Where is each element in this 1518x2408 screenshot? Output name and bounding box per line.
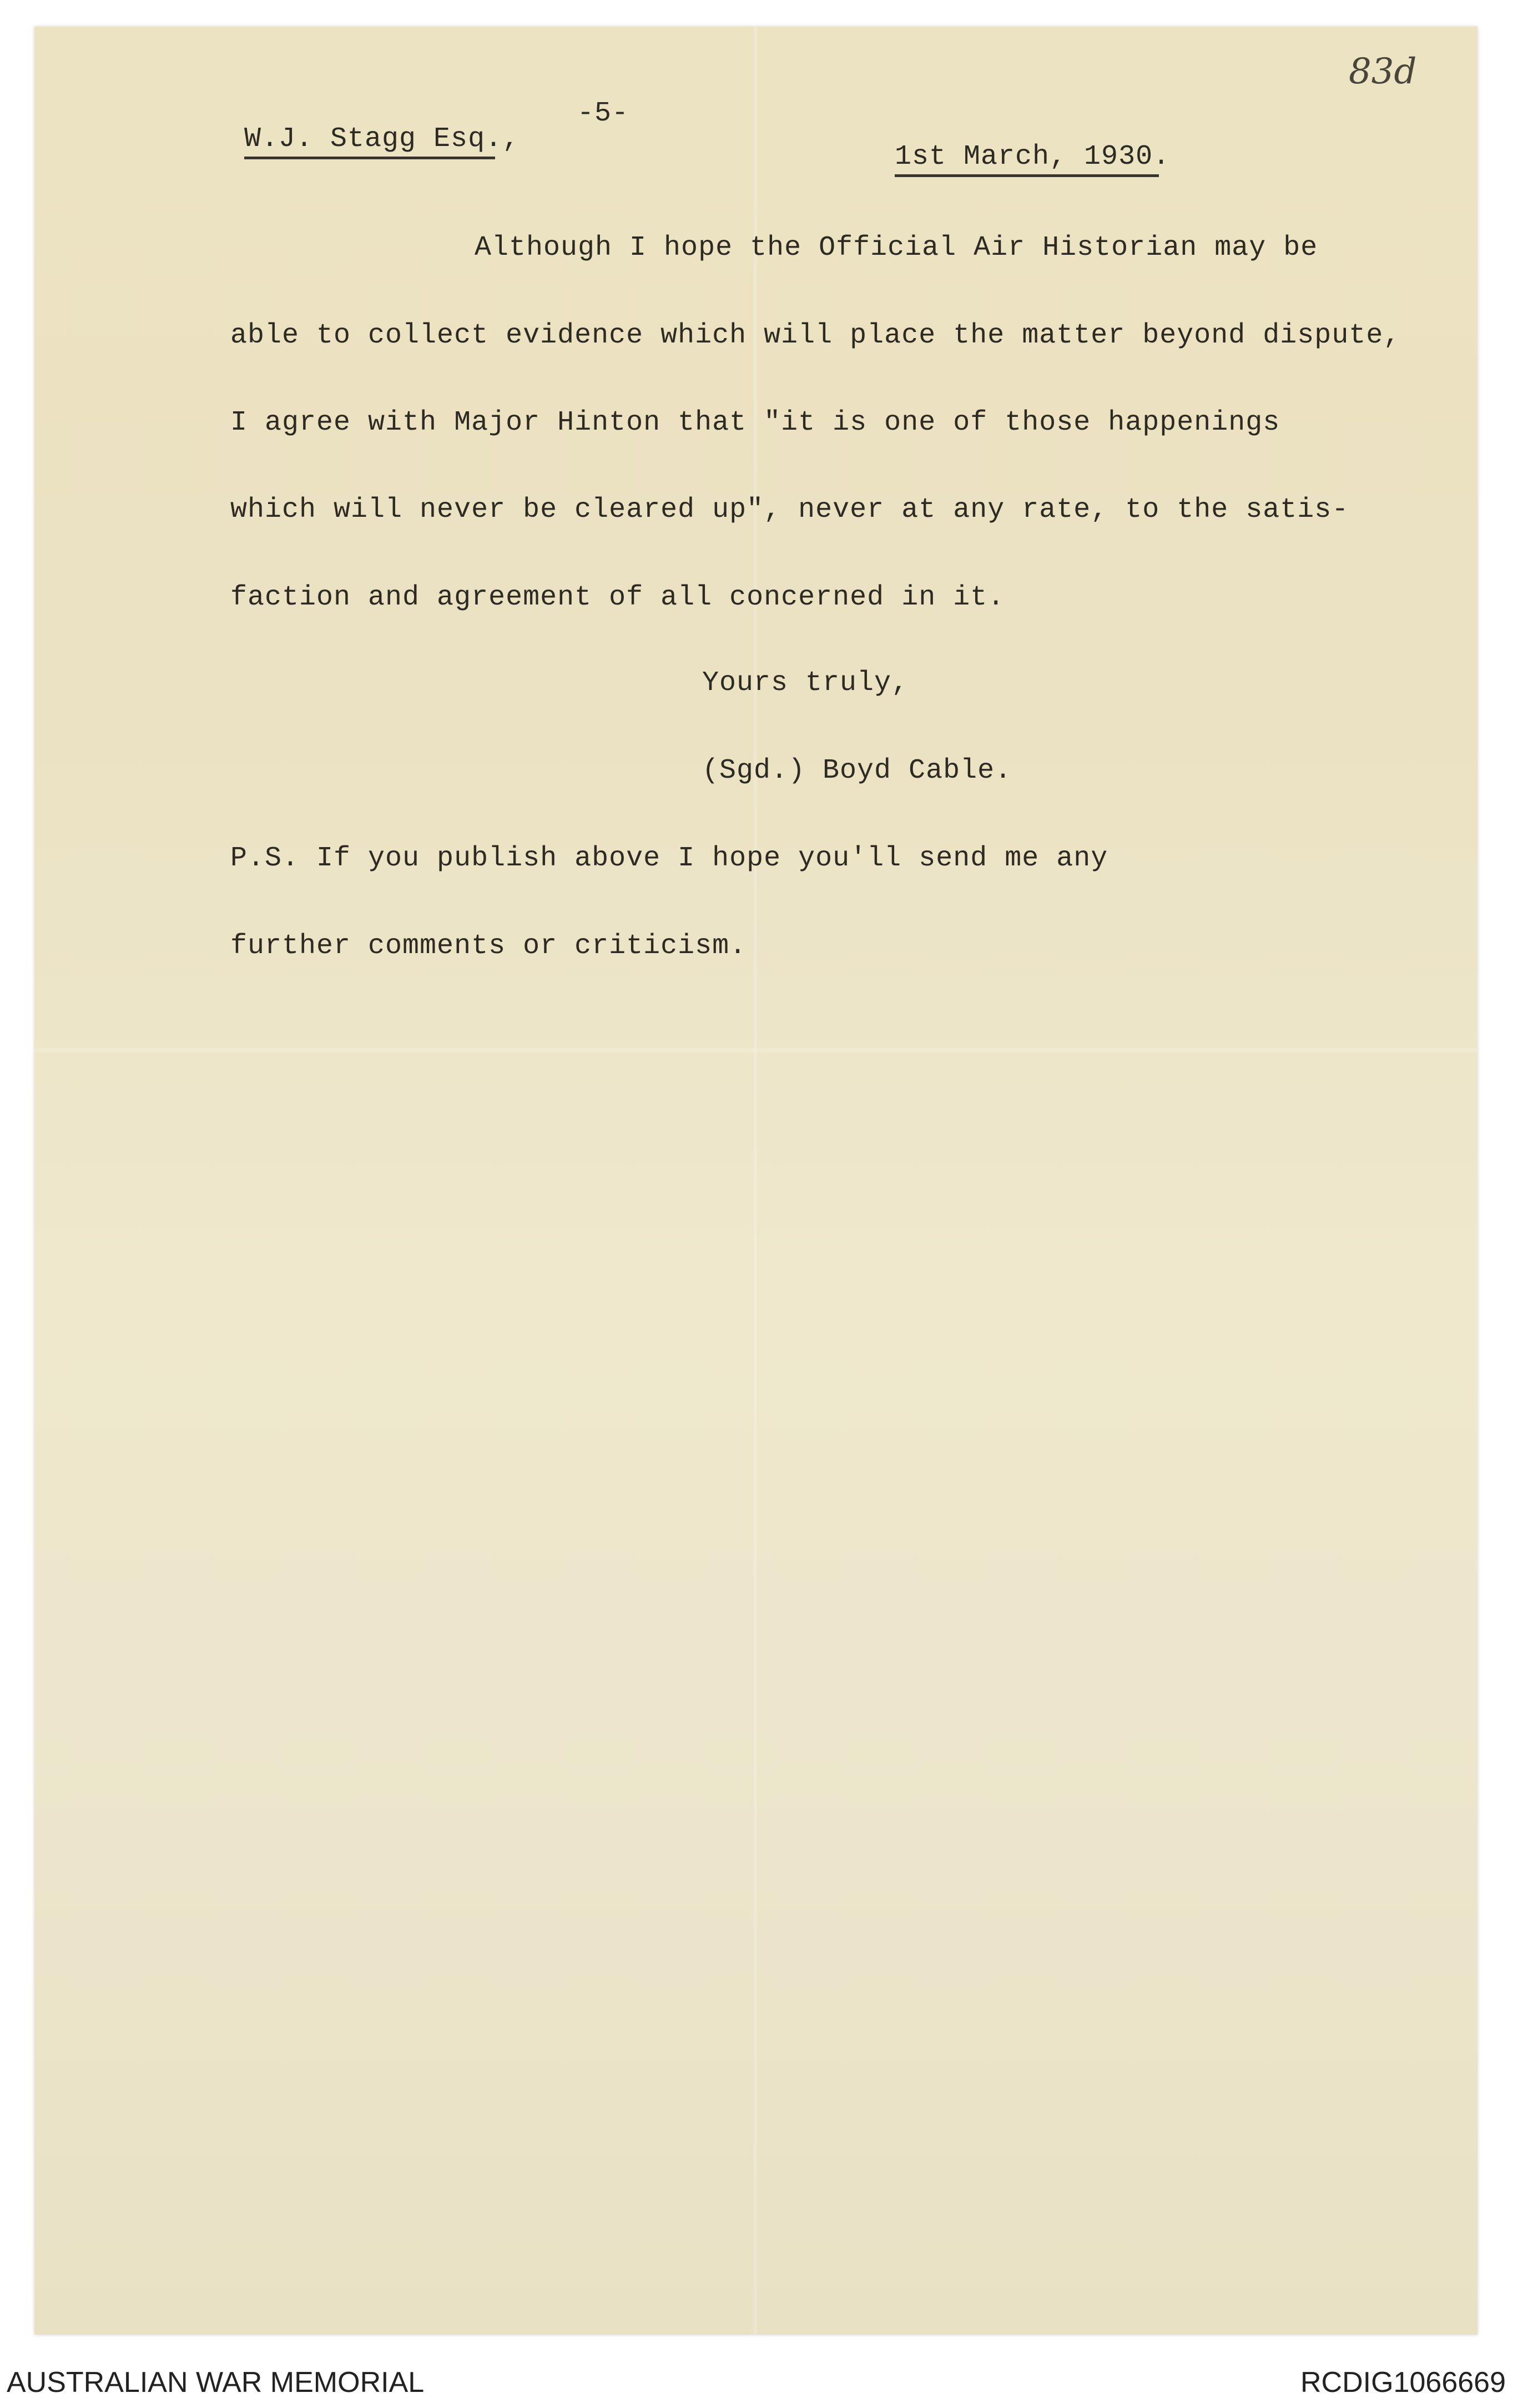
letter-date: 1st March, 1930.: [895, 141, 1171, 173]
date-underline: [895, 174, 1159, 177]
body-line: faction and agreement of all concerned in it.: [230, 582, 1005, 613]
recipient-underline: [244, 157, 495, 159]
closing: Yours truly,: [702, 667, 909, 699]
page-number: -5-: [577, 98, 629, 129]
signature: (Sgd.) Boyd Cable.: [702, 755, 1012, 787]
paper-crease: [754, 27, 757, 2335]
body-line: Although I hope the Official Air Historian may be: [475, 232, 1318, 264]
recipient-line: W.J. Stagg Esq.,: [244, 123, 520, 155]
footer-record-id: RCDIG1066669: [1300, 2366, 1506, 2399]
footer-institution: AUSTRALIAN WAR MEMORIAL: [7, 2366, 425, 2399]
body-line: able to collect evidence which will place the matter beyond dispute,: [230, 320, 1401, 351]
archive-reference-number: 83d: [1349, 51, 1417, 92]
postscript-line: further comments or criticism.: [230, 930, 747, 962]
body-line: which will never be cleared up", never at any rate, to the satis-: [230, 494, 1349, 526]
body-line: I agree with Major Hinton that "it is one of those happenings: [230, 407, 1280, 439]
document-page: [34, 27, 1477, 2335]
postscript-line: P.S. If you publish above I hope you'll send me any: [230, 843, 1108, 874]
